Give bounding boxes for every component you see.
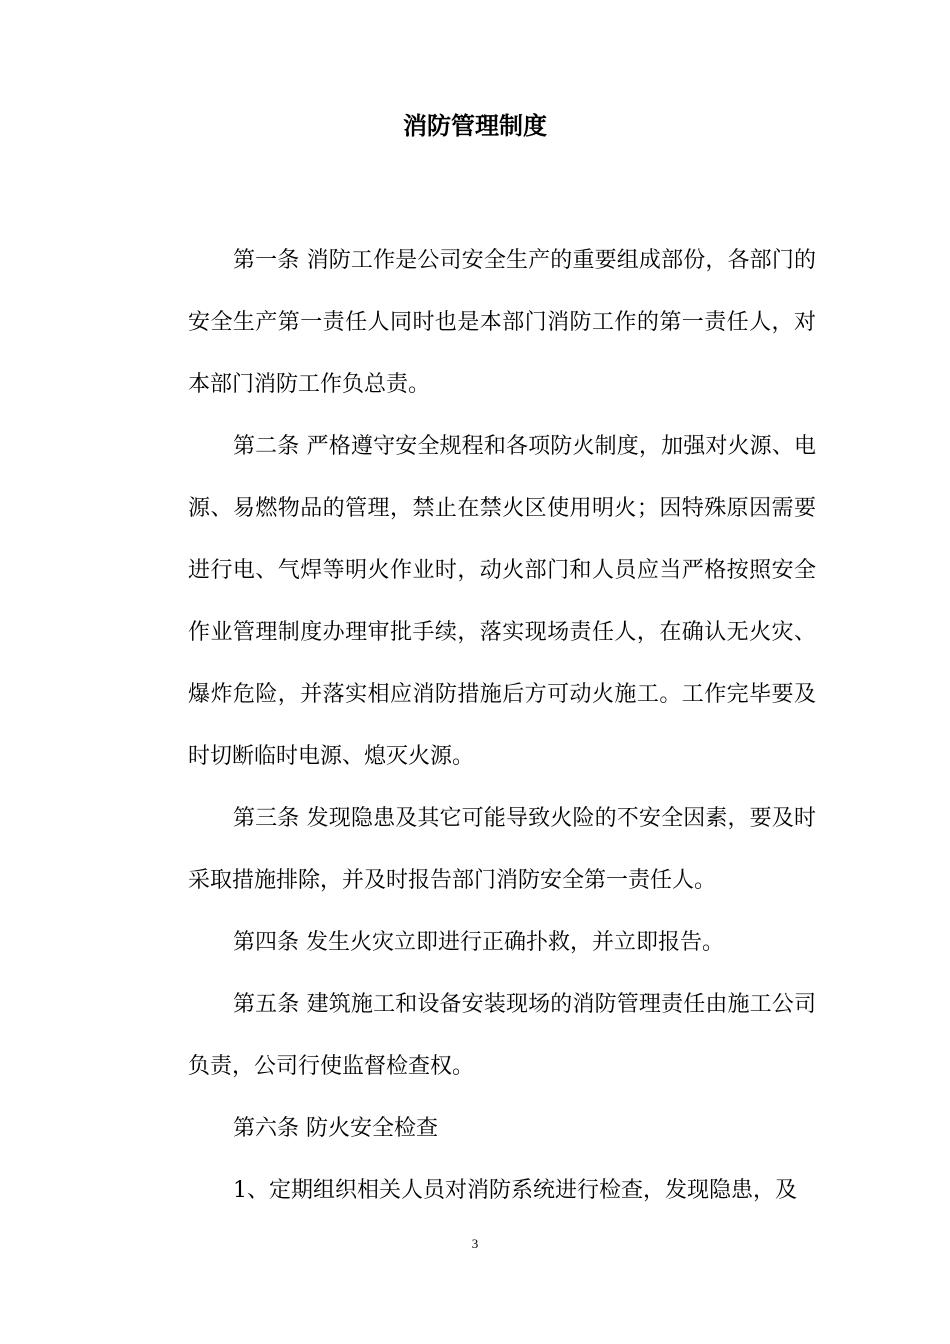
article-3-paragraph: 第三条 发现隐患及其它可能导致火险的不安全因素，要及时采取措施排除，并及时报告部门消防安全第一责任人。 bbox=[188, 806, 816, 893]
article-2-paragraph: 第二条 严格遵守安全规程和各项防火制度，加强对火源、电源、易燃物品的管理，禁止在禁火区使用明火；因特殊原因需要进行电、气焊等明火作业时，动火部门和人员应当严格按照安全作业管理制度办理审批手续，落实现场责任人，在确认无火灾、爆炸危险，并落实相应消防措施后方可动火施工。工作完毕要及时切断临时电源、熄灭火源。 bbox=[188, 434, 816, 769]
document-title: 消防管理制度 bbox=[403, 112, 547, 140]
page-number: 3 bbox=[471, 1236, 479, 1251]
article-6-heading: 第六条 防火安全检查 bbox=[233, 1116, 438, 1141]
document-body bbox=[188, 230, 816, 1222]
article-6-item-1: 1、定期组织相关人员对消防系统进行检查，发现隐患，及 bbox=[233, 1178, 797, 1203]
article-5-paragraph: 第五条 建筑施工和设备安装现场的消防管理责任由施工公司负责，公司行使监督检查权。 bbox=[188, 992, 816, 1079]
article-4-paragraph: 第四条 发生火灾立即进行正确扑救，并立即报告。 bbox=[233, 930, 724, 955]
article-1-paragraph: 第一条 消防工作是公司安全生产的重要组成部份，各部门的安全生产第一责任人同时也是本部门消防工作的第一责任人，对本部门消防工作负总责。 bbox=[188, 248, 816, 397]
